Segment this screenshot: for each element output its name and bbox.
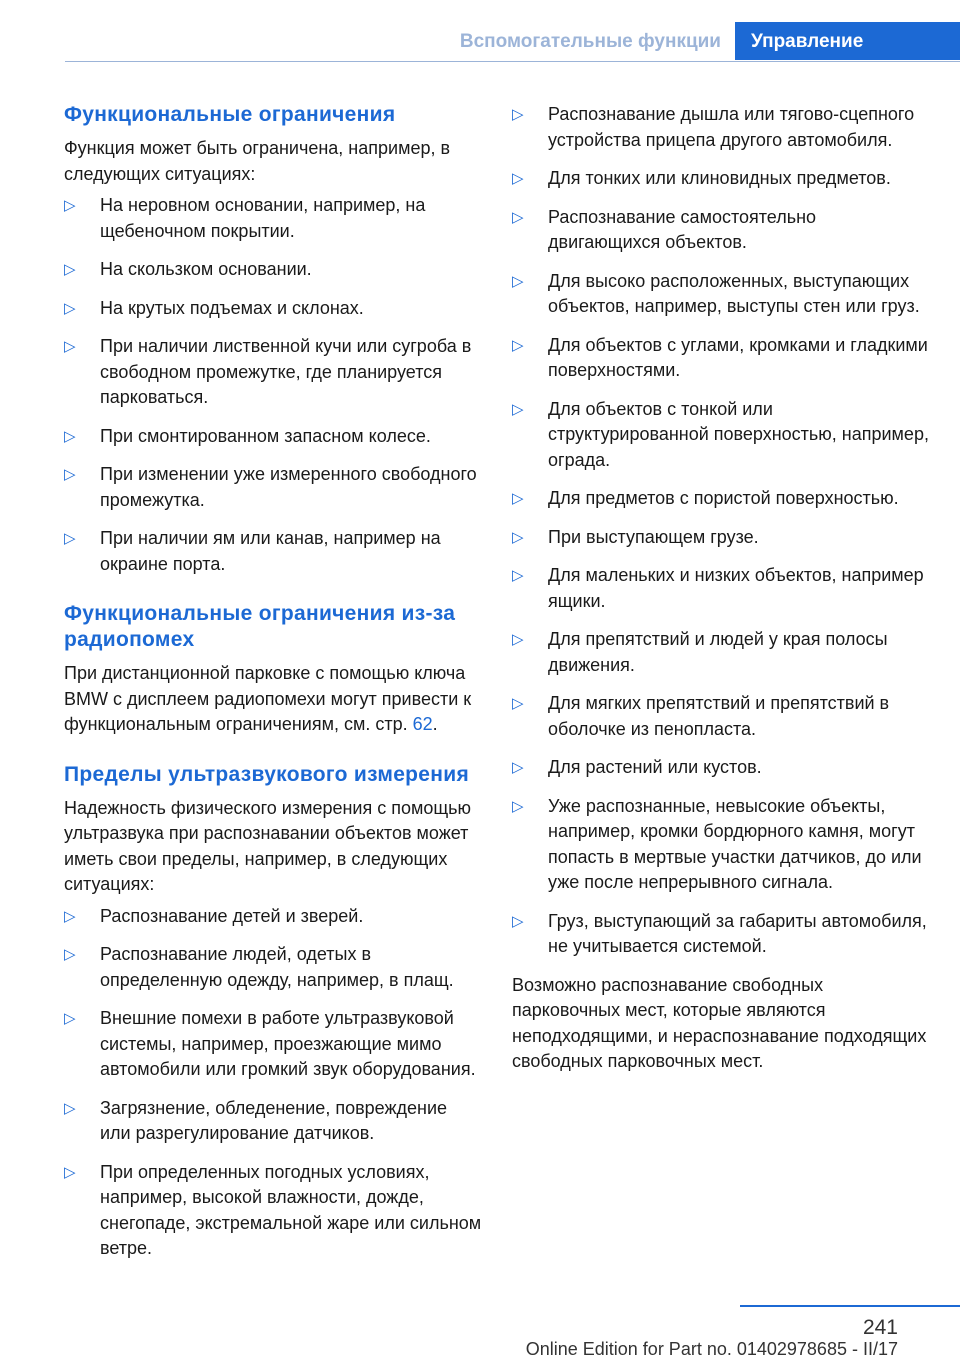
bullet-triangle-icon: ▷ — [512, 207, 524, 226]
paragraph-ultrasonic: Надежность физического измерения с помощью ультразвука при распознавании объектов может иметь свои пределы, например, в следующих ситуациях: — [64, 797, 472, 894]
list-item — [512, 333, 932, 384]
list-item — [64, 424, 482, 450]
list-item — [64, 1160, 482, 1262]
heading-radio-interference: Функциональные ограничения из-за радиопомех — [64, 602, 456, 651]
bullet-triangle-icon: ▷ — [512, 169, 524, 187]
list-item-text: Для растений или кустов. — [548, 757, 762, 777]
bullet-triangle-icon: ▷ — [64, 906, 76, 925]
list-item-text: При выступающем грузе. — [548, 526, 759, 547]
bullet-triangle-icon: ▷ — [64, 337, 76, 355]
list-item — [512, 563, 932, 614]
bullet-triangle-icon: ▷ — [512, 630, 524, 648]
paragraph-intro: Функция может быть ограничена, например, в следующих ситуациях: — [64, 138, 451, 184]
list-item-text: При определенных погодных условиях, например, высокой влажности, дожде, снегопаде, экстремальной жаре или сильном ветре. — [100, 1161, 482, 1258]
list-item-text: Распознавание самостоятельно двигающихся объектов. — [548, 206, 817, 252]
bullet-list-objects — [512, 102, 932, 960]
bullet-triangle-icon: ▷ — [64, 298, 76, 317]
list-item-text: На неровном основании, например, на щебеночном покрытии. — [100, 195, 426, 241]
paragraph-radio-end: . — [432, 714, 438, 734]
list-item — [64, 257, 482, 283]
list-item — [512, 627, 932, 678]
list-item-text: Для объектов с углами, кромками и гладкими поверхностями. — [548, 334, 928, 380]
list-item — [512, 755, 932, 781]
header-divider — [65, 61, 960, 62]
list-item-text: Для мягких препятствий и препятствий в оболочке из пенопласта. — [548, 693, 890, 739]
list-item — [512, 269, 932, 320]
bullet-list-conditions — [64, 193, 482, 577]
right-column — [512, 102, 932, 1075]
bullet-list-ultrasonic — [64, 904, 482, 1262]
list-item-text: Распознавание дышла или тягово-сцепного устройства прицепа другого автомобиля. — [548, 104, 915, 150]
section-title: Вспомогательные функции — [459, 31, 721, 52]
list-item-text: Для тонких или клиновидных предметов. — [548, 168, 891, 188]
edition-note: Online Edition for Part no. 01402978685 - II/17 — [525, 1339, 898, 1359]
list-item — [64, 526, 482, 577]
list-item-text: При изменении уже измеренного свободного промежутка. — [100, 464, 477, 510]
list-item — [64, 904, 482, 930]
bullet-triangle-icon: ▷ — [64, 426, 76, 445]
list-item — [64, 334, 482, 411]
page-header — [0, 22, 960, 60]
list-item — [64, 1006, 482, 1083]
paragraph-radio — [64, 661, 482, 738]
bullet-triangle-icon: ▷ — [512, 105, 524, 123]
bullet-triangle-icon: ▷ — [512, 911, 524, 930]
list-item-text: При наличии ям или канав, например на окраине порта. — [100, 528, 441, 574]
bullet-triangle-icon: ▷ — [64, 1009, 76, 1027]
list-item — [512, 205, 932, 256]
bullet-triangle-icon: ▷ — [64, 260, 76, 278]
bullet-triangle-icon: ▷ — [64, 196, 76, 214]
left-column — [64, 102, 482, 1275]
heading-ultrasonic-limits: Пределы ультразвукового измерения — [64, 762, 470, 786]
bullet-triangle-icon: ▷ — [64, 465, 76, 483]
list-item — [512, 794, 932, 896]
footer-divider — [740, 1305, 960, 1307]
list-item — [512, 166, 932, 192]
page-number: 241 — [862, 1316, 898, 1339]
list-item — [64, 462, 482, 513]
list-item-text: Для объектов с тонкой или структурированной поверхностью, например, ограда. — [548, 398, 929, 470]
list-item — [512, 909, 932, 960]
bullet-triangle-icon: ▷ — [64, 1098, 76, 1117]
list-item-text: Распознавание детей и зверей. — [100, 905, 364, 926]
list-item-text: Для маленьких и низких объектов, например ящики. — [548, 565, 924, 611]
bullet-triangle-icon: ▷ — [512, 527, 524, 546]
bullet-triangle-icon: ▷ — [512, 566, 524, 584]
list-item-text: Груз, выступающий за габариты автомобиля, не учитывается системой. — [548, 910, 927, 956]
bullet-triangle-icon: ▷ — [512, 399, 524, 418]
list-item — [64, 942, 482, 993]
list-item-text: Для препятствий и людей у края полосы движения. — [548, 629, 888, 675]
list-item — [512, 486, 932, 512]
list-item — [512, 397, 932, 474]
page-reference-link[interactable]: 62 — [412, 714, 433, 734]
list-item-text: На крутых подъемах и склонах. — [100, 297, 364, 318]
bullet-triangle-icon: ▷ — [512, 694, 524, 712]
bullet-triangle-icon: ▷ — [64, 1162, 76, 1181]
bullet-triangle-icon: ▷ — [512, 796, 524, 815]
list-item — [64, 296, 482, 322]
list-item — [64, 193, 482, 244]
list-item-text: На скользком основании. — [100, 259, 312, 279]
paragraph-parking-spaces: Возможно распознавание свободных парковочных мест, которые являются неподходящими, и нераспознавание подходящих свободных парковочных мест. — [512, 974, 927, 1071]
list-item — [512, 691, 932, 742]
list-item-text: Загрязнение, обледенение, повреждение или разрегулирование датчиков. — [100, 1097, 448, 1143]
list-item-text: Уже распознанные, невысокие объекты, например, кромки бордюрного камня, могут попасть в мертвые участки датчиков, до или уже после непрерывного сигнала. — [548, 795, 922, 892]
list-item-text: Для высоко расположенных, выступающих объектов, например, выступы стен или груз. — [548, 270, 920, 316]
bullet-triangle-icon: ▷ — [512, 489, 524, 507]
list-item — [512, 102, 932, 153]
bullet-triangle-icon: ▷ — [64, 529, 76, 547]
bullet-triangle-icon: ▷ — [512, 758, 524, 776]
bullet-triangle-icon: ▷ — [512, 335, 524, 354]
list-item — [512, 525, 932, 551]
bullet-triangle-icon: ▷ — [512, 271, 524, 290]
list-item-text: Внешние помехи в работе ультразвуковой системы, например, проезжающие мимо автомобили или громкий звук оборудования. — [100, 1008, 476, 1079]
list-item-text: При смонтированном запасном колесе. — [100, 425, 431, 446]
paragraph-radio-text: При дистанционной парковке с помощью ключа BMW с дисплеем радиопомехи могут привести к функциональным ограничениям, см. стр. — [64, 663, 472, 734]
bullet-triangle-icon: ▷ — [64, 945, 76, 963]
list-item-text: При наличии лиственной кучи или сугроба в свободном промежутке, где планируется парковаться. — [100, 336, 472, 407]
list-item-text: Распознавание людей, одетых в определенную одежду, например, в плащ. — [100, 944, 454, 990]
heading-functional-limits: Функциональные ограничения — [64, 103, 396, 126]
list-item — [64, 1096, 482, 1147]
list-item-text: Для предметов с пористой поверхностью. — [548, 488, 899, 508]
chapter-tab: Управление — [735, 22, 960, 60]
